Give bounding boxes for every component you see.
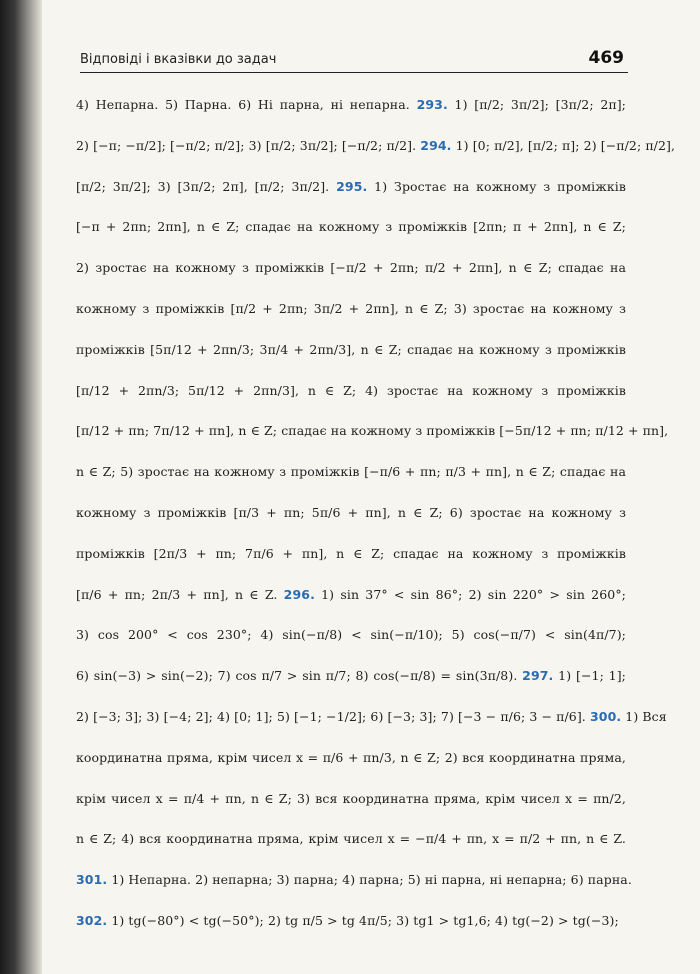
text-line	[76, 289, 626, 330]
page-number: 469	[588, 48, 624, 68]
text-line	[76, 411, 669, 452]
problem-number: 295.	[336, 178, 368, 194]
text-segment: 1) [π/2; 3π/2]; [3π/2; 2π];	[447, 97, 626, 112]
problem-number: 302.	[76, 912, 108, 928]
text-segment: 1) tg(−80°) < tg(−50°); 2) tg π/5 > tg 4π/5; 3) tg1 > tg1,6; 4) tg(−2) > tg(−3);	[107, 912, 619, 928]
text-segment: [π/12 + πn; 7π/12 + πn], n ∈ Z; спадає на кожному з проміжків [−5π/12 + πn; π/12 + πn],	[76, 423, 669, 439]
problem-number: 294.	[420, 137, 452, 153]
text-line	[76, 575, 626, 616]
text-line	[76, 85, 626, 126]
text-line	[76, 493, 626, 534]
text-segment: 1) Вся	[621, 708, 667, 724]
text-line	[76, 738, 626, 779]
text-segment: 4) Непарна. 5) Парна. 6) Ні парна, ні непарна.	[76, 97, 417, 112]
text-segment: n ∈ Z; 5) зростає на кожному з проміжків [−π/6 + πn; π/3 + πn], n ∈ Z; спадає на	[76, 464, 626, 480]
text-line	[76, 452, 626, 493]
text-line	[76, 697, 667, 738]
text-line	[76, 901, 626, 942]
text-segment: 2) зростає на кожному з проміжків [−π/2 + 2πn; π/2 + 2πn], n ∈ Z; спадає на	[76, 260, 626, 276]
text-segment: 1) [−1; 1];	[553, 668, 626, 684]
text-line	[76, 860, 632, 901]
text-segment: 2) [−3; 3]; 3) [−4; 2]; 4) [0; 1]; 5) [−1; −1/2]; 6) [−3; 3]; 7) [−3 − π/6; 3 − π/6].	[76, 708, 590, 724]
text-line	[76, 656, 626, 697]
text-line	[76, 779, 626, 820]
text-segment: крім чисел x = π/4 + πn, n ∈ Z; 3) вся координатна пряма, крім чисел x = πn/2,	[76, 790, 626, 806]
text-segment: 6) sin(−3) > sin(−2); 7) cos π/7 > sin π/7; 8) cos(−π/8) = sin(3π/8).	[76, 668, 523, 684]
running-title: Відповіді і вказівки до задач	[80, 52, 277, 67]
problem-number: 301.	[76, 872, 108, 888]
text-line	[76, 534, 626, 575]
text-line	[76, 126, 676, 167]
problem-number: 293.	[416, 97, 448, 112]
text-line	[76, 371, 626, 412]
text-segment: 3) cos 200° < cos 230°; 4) sin(−π/8) < sin(−π/10); 5) cos(−π/7) < sin(4π/7);	[76, 627, 626, 643]
problem-number: 296.	[283, 586, 315, 602]
text-segment: 1) [0; π/2], [π/2; π]; 2) [−π/2; π/2],	[451, 137, 676, 153]
text-segment: 1) Непарна. 2) непарна; 3) парна; 4) парна; 5) ні парна, ні непарна; 6) парна.	[107, 872, 632, 888]
text-line	[76, 167, 626, 208]
text-segment: 2) [−π; −π/2]; [−π/2; π/2]; 3) [π/2; 3π/2]; [−π/2; π/2].	[76, 137, 421, 153]
text-segment: [−π + 2πn; 2πn], n ∈ Z; спадає на кожному з проміжків [2πn; π + 2πn], n ∈ Z;	[76, 219, 626, 235]
text-segment: кожному з проміжків [π/3 + πn; 5π/6 + πn], n ∈ Z; 6) зростає на кожному з	[76, 504, 626, 520]
answers-text	[76, 85, 676, 942]
text-segment: 1) sin 37° < sin 86°; 2) sin 220° > sin 260°;	[314, 586, 626, 602]
text-line	[76, 248, 626, 289]
page-header	[80, 50, 628, 73]
text-segment: 1) Зростає на кожному з проміжків	[367, 178, 626, 194]
text-line	[76, 330, 626, 371]
text-segment: координатна пряма, крім чисел x = π/6 + πn/3, n ∈ Z; 2) вся координатна пряма,	[76, 749, 626, 765]
text-segment: проміжків [2π/3 + πn; 7π/6 + πn], n ∈ Z; спадає на кожному з проміжків	[76, 545, 626, 561]
problem-number: 300.	[589, 708, 622, 724]
text-segment: [π/12 + 2πn/3; 5π/12 + 2πn/3], n ∈ Z; 4) зростає на кожному з проміжків	[76, 382, 626, 398]
text-line	[76, 615, 626, 656]
text-line	[76, 819, 626, 860]
text-segment: [π/6 + πn; 2π/3 + πn], n ∈ Z.	[76, 586, 284, 602]
text-segment: проміжків [5π/12 + 2πn/3; 3π/4 + 2πn/3], n ∈ Z; спадає на кожному з проміжків	[76, 341, 626, 357]
book-binding-shadow	[0, 0, 42, 974]
text-line	[76, 207, 626, 248]
text-segment: кожному з проміжків [π/2 + 2πn; 3π/2 + 2πn], n ∈ Z; 3) зростає на кожному з	[76, 300, 626, 316]
text-segment: [π/2; 3π/2]; 3) [3π/2; 2π], [π/2; 3π/2].	[76, 178, 337, 194]
text-segment: n ∈ Z; 4) вся координатна пряма, крім чисел x = −π/4 + πn, x = π/2 + πn, n ∈ Z.	[76, 831, 626, 847]
problem-number: 297.	[522, 668, 554, 684]
